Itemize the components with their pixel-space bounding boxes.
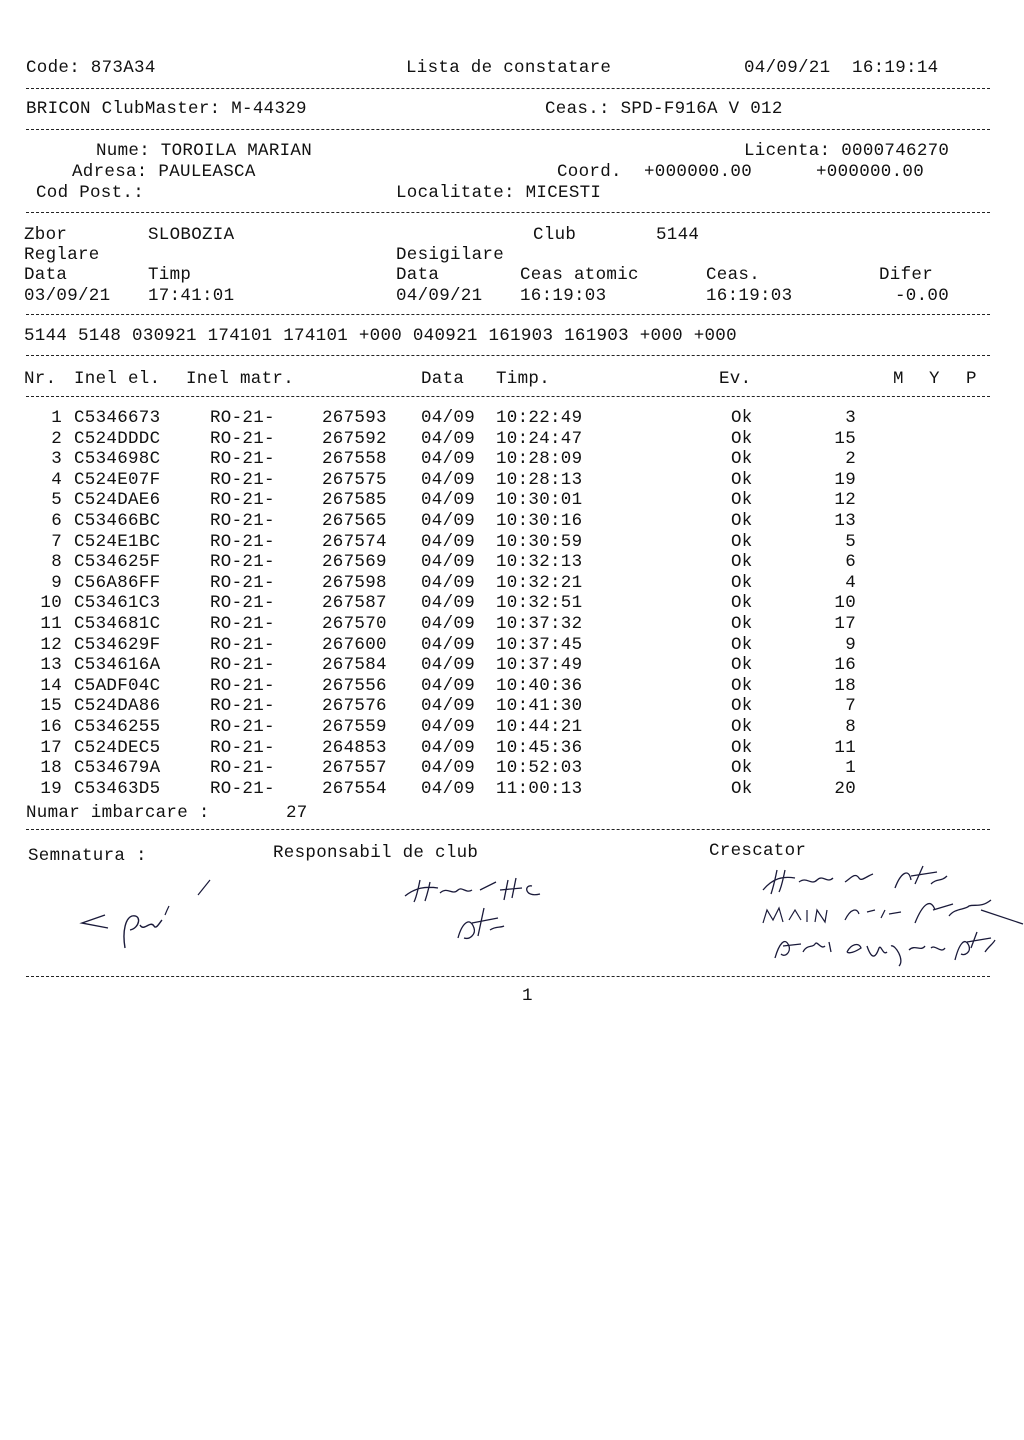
row-status: Ok	[731, 614, 753, 634]
row-inel-el: C53461C3	[74, 593, 161, 614]
row-time: 10:52:03	[496, 758, 583, 779]
row-nr: 2	[51, 428, 62, 449]
row-time: 10:32:13	[496, 552, 583, 573]
row-position: 2	[845, 449, 856, 470]
row-date: 04/09	[421, 717, 476, 737]
row-status: Ok	[731, 511, 753, 531]
row-position: 17	[834, 614, 856, 634]
row-date: 04/09	[421, 655, 476, 676]
setting-time: 17:41:01	[148, 286, 235, 306]
row-ring-prefix: RO-21-	[210, 469, 275, 490]
row-position: 19	[834, 469, 856, 490]
row-position: 12	[834, 490, 856, 511]
row-inel-el: C534625F	[74, 552, 161, 573]
row-nr: 6	[51, 511, 62, 531]
row-date: 04/09	[421, 758, 476, 779]
clubmaster-id: BRICON ClubMaster: M-44329	[26, 99, 307, 119]
row-position: 10	[834, 593, 856, 614]
row-ring-number: 267584	[322, 655, 387, 676]
row-time: 10:28:13	[496, 469, 583, 490]
table-row	[0, 470, 1024, 490]
row-status: Ok	[731, 634, 753, 655]
row-position: 4	[845, 572, 856, 593]
row-inel-el: C534679A	[74, 758, 161, 779]
divider	[26, 355, 990, 356]
divider	[26, 829, 990, 830]
row-inel-el: C53466BC	[74, 511, 161, 531]
row-ring-number: 267570	[322, 614, 387, 634]
row-status: Ok	[731, 655, 753, 676]
row-status: Ok	[731, 675, 753, 696]
row-time: 10:45:36	[496, 737, 583, 758]
row-position: 3	[845, 408, 856, 428]
divider	[26, 976, 990, 977]
row-date: 04/09	[421, 778, 476, 799]
row-inel-el: C534698C	[74, 449, 161, 470]
row-nr: 15	[40, 696, 62, 717]
row-nr: 13	[40, 655, 62, 676]
row-ring-number: 264853	[322, 737, 387, 758]
row-date: 04/09	[421, 737, 476, 758]
row-ring-number: 267565	[322, 511, 387, 531]
row-inel-el: C5ADF04C	[74, 675, 161, 696]
row-ring-prefix: RO-21-	[210, 511, 275, 531]
table-row	[0, 614, 1024, 634]
row-date: 04/09	[421, 511, 476, 531]
table-row	[0, 449, 1024, 469]
row-position: 11	[834, 737, 856, 758]
time-label: Timp	[148, 265, 192, 285]
table-row	[0, 593, 1024, 613]
divider	[26, 396, 990, 397]
row-ring-number: 267593	[322, 408, 387, 428]
row-ring-prefix: RO-21-	[210, 449, 275, 470]
row-inel-el: C524DA86	[74, 696, 161, 717]
row-nr: 8	[51, 552, 62, 573]
col-nr: Nr.	[24, 369, 57, 389]
atomic-clock-time: 16:19:03	[520, 286, 607, 306]
row-ring-number: 267587	[322, 593, 387, 614]
club-label: Club	[533, 225, 577, 245]
table-row	[0, 573, 1024, 593]
row-ring-number: 267557	[322, 758, 387, 779]
row-date: 04/09	[421, 572, 476, 593]
row-inel-el: C524E1BC	[74, 531, 161, 552]
row-status: Ok	[731, 758, 753, 779]
clock-time: 16:19:03	[706, 286, 793, 306]
row-ring-number: 267558	[322, 449, 387, 470]
row-status: Ok	[731, 552, 753, 573]
row-time: 10:32:21	[496, 572, 583, 593]
flight-location: SLOBOZIA	[148, 225, 235, 245]
row-ring-number: 267585	[322, 490, 387, 511]
owner-name: Nume: TOROILA MARIAN	[96, 141, 313, 161]
table-row	[0, 696, 1024, 716]
row-ring-prefix: RO-21-	[210, 428, 275, 449]
row-position: 20	[834, 778, 856, 799]
table-row	[0, 635, 1024, 655]
row-position: 15	[834, 428, 856, 449]
coord-label: Coord.	[557, 162, 622, 182]
row-status: Ok	[731, 778, 753, 799]
table-row	[0, 655, 1024, 675]
row-nr: 11	[40, 614, 62, 634]
table-row	[0, 429, 1024, 449]
row-ring-prefix: RO-21-	[210, 758, 275, 779]
row-position: 16	[834, 655, 856, 676]
row-nr: 3	[51, 449, 62, 470]
row-ring-number: 267569	[322, 552, 387, 573]
row-inel-el: C524DAE6	[74, 490, 161, 511]
report-datetime: 04/09/21 16:19:14	[744, 58, 939, 78]
signature-breeder	[755, 848, 1024, 983]
row-time: 10:37:32	[496, 614, 583, 634]
code-label: Code: 873A34	[26, 58, 156, 78]
row-date: 04/09	[421, 490, 476, 511]
row-date: 04/09	[421, 552, 476, 573]
row-nr: 18	[40, 758, 62, 779]
row-time: 10:24:47	[496, 428, 583, 449]
license-number: Licenta: 0000746270	[744, 141, 950, 161]
row-status: Ok	[731, 696, 753, 717]
row-ring-number: 267574	[322, 531, 387, 552]
row-inel-el: C5346673	[74, 408, 161, 428]
signature-scribble-left	[70, 870, 230, 965]
row-ring-number: 267592	[322, 428, 387, 449]
row-nr: 5	[51, 490, 62, 511]
row-ring-number: 267598	[322, 572, 387, 593]
row-status: Ok	[731, 490, 753, 511]
row-nr: 1	[51, 408, 62, 428]
row-inel-el: C534629F	[74, 634, 161, 655]
row-position: 8	[845, 717, 856, 737]
row-date: 04/09	[421, 614, 476, 634]
row-time: 10:28:09	[496, 449, 583, 470]
unsealing-date: 04/09/21	[396, 286, 483, 306]
row-inel-el: C524DDDC	[74, 428, 161, 449]
row-ring-prefix: RO-21-	[210, 552, 275, 573]
row-time: 10:37:45	[496, 634, 583, 655]
row-status: Ok	[731, 572, 753, 593]
row-nr: 9	[51, 572, 62, 593]
clock-id: Ceas.: SPD-F916A V 012	[545, 99, 783, 119]
row-ring-prefix: RO-21-	[210, 717, 275, 737]
flight-label: Zbor	[24, 225, 68, 245]
row-ring-number: 267559	[322, 717, 387, 737]
row-ring-prefix: RO-21-	[210, 696, 275, 717]
row-ring-prefix: RO-21-	[210, 778, 275, 799]
signature-club-responsible	[400, 868, 570, 963]
row-nr: 19	[40, 778, 62, 799]
row-time: 10:22:49	[496, 408, 583, 428]
club-number: 5144	[656, 225, 700, 245]
row-ring-prefix: RO-21-	[210, 408, 275, 428]
atomic-clock-label: Ceas atomic	[520, 265, 639, 285]
row-time: 10:30:16	[496, 511, 583, 531]
col-timp: Timp.	[496, 369, 551, 389]
date-label: Data	[396, 265, 440, 285]
row-inel-el: C56A86FF	[74, 572, 161, 593]
date-label: Data	[24, 265, 68, 285]
row-date: 04/09	[421, 593, 476, 614]
col-ev: Ev.	[719, 369, 752, 389]
row-position: 6	[845, 552, 856, 573]
row-inel-el: C534681C	[74, 614, 161, 634]
row-position: 13	[834, 511, 856, 531]
row-date: 04/09	[421, 449, 476, 470]
row-date: 04/09	[421, 408, 476, 428]
divider	[26, 88, 990, 89]
row-time: 11:00:13	[496, 778, 583, 799]
row-status: Ok	[731, 469, 753, 490]
row-position: 18	[834, 675, 856, 696]
row-position: 9	[845, 634, 856, 655]
row-time: 10:32:51	[496, 593, 583, 614]
clock-label: Ceas.	[706, 265, 761, 285]
row-time: 10:30:59	[496, 531, 583, 552]
row-status: Ok	[731, 737, 753, 758]
row-status: Ok	[731, 428, 753, 449]
page-title: Lista de constatare	[406, 58, 612, 78]
divider	[26, 314, 990, 315]
row-ring-number: 267554	[322, 778, 387, 799]
row-time: 10:44:21	[496, 717, 583, 737]
row-status: Ok	[731, 531, 753, 552]
row-ring-number: 267600	[322, 634, 387, 655]
table-row	[0, 408, 1024, 428]
col-m: M	[893, 369, 904, 389]
unsealing-label: Desigilare	[396, 245, 505, 265]
time-difference: -0.00	[895, 286, 950, 306]
row-nr: 12	[40, 634, 62, 655]
row-status: Ok	[731, 449, 753, 470]
row-time: 10:40:36	[496, 675, 583, 696]
table-row	[0, 676, 1024, 696]
row-nr: 4	[51, 469, 62, 490]
row-ring-number: 267576	[322, 696, 387, 717]
row-inel-el: C53463D5	[74, 778, 161, 799]
row-time: 10:41:30	[496, 696, 583, 717]
coord-y: +000000.00	[816, 162, 925, 182]
row-ring-prefix: RO-21-	[210, 593, 275, 614]
row-ring-prefix: RO-21-	[210, 614, 275, 634]
table-row	[0, 717, 1024, 737]
row-position: 5	[845, 531, 856, 552]
row-nr: 16	[40, 717, 62, 737]
signature-label: Semnatura :	[28, 846, 147, 866]
table-row	[0, 490, 1024, 510]
breeder-label: Crescator	[709, 841, 807, 861]
boarding-count-label: Numar imbarcare :	[26, 803, 210, 823]
row-nr: 7	[51, 531, 62, 552]
row-ring-prefix: RO-21-	[210, 531, 275, 552]
table-row	[0, 758, 1024, 778]
row-ring-prefix: RO-21-	[210, 675, 275, 696]
row-time: 10:37:49	[496, 655, 583, 676]
postal-code: Cod Post.:	[36, 183, 145, 203]
col-inel-el: Inel el.	[74, 369, 161, 389]
row-nr: 10	[40, 593, 62, 614]
row-ring-number: 267556	[322, 675, 387, 696]
coord-x: +000000.00	[644, 162, 753, 182]
divider	[26, 212, 990, 213]
row-time: 10:30:01	[496, 490, 583, 511]
row-status: Ok	[731, 593, 753, 614]
row-nr: 14	[40, 675, 62, 696]
divider	[26, 129, 990, 130]
boarding-count: 27	[286, 803, 308, 823]
owner-address: Adresa: PAULEASCA	[72, 162, 256, 182]
row-ring-number: 267575	[322, 469, 387, 490]
table-row	[0, 779, 1024, 799]
row-inel-el: C534616A	[74, 655, 161, 676]
row-date: 04/09	[421, 428, 476, 449]
setting-date: 03/09/21	[24, 286, 111, 306]
row-ring-prefix: RO-21-	[210, 634, 275, 655]
row-ring-prefix: RO-21-	[210, 655, 275, 676]
row-ring-prefix: RO-21-	[210, 737, 275, 758]
row-date: 04/09	[421, 469, 476, 490]
row-inel-el: C524E07F	[74, 469, 161, 490]
row-nr: 17	[40, 737, 62, 758]
row-status: Ok	[731, 408, 753, 428]
table-row	[0, 532, 1024, 552]
col-data: Data	[421, 369, 465, 389]
row-inel-el: C524DEC5	[74, 737, 161, 758]
row-status: Ok	[731, 717, 753, 737]
page-number: 1	[522, 986, 533, 1006]
table-row	[0, 738, 1024, 758]
col-y: Y	[929, 369, 940, 389]
locality: Localitate: MICESTI	[396, 183, 602, 203]
row-date: 04/09	[421, 634, 476, 655]
setting-label: Reglare	[24, 245, 100, 265]
row-date: 04/09	[421, 675, 476, 696]
club-responsible-label: Responsabil de club	[273, 843, 479, 863]
row-date: 04/09	[421, 531, 476, 552]
row-date: 04/09	[421, 696, 476, 717]
col-p: P	[966, 369, 977, 389]
row-ring-prefix: RO-21-	[210, 572, 275, 593]
table-row	[0, 552, 1024, 572]
row-inel-el: C5346255	[74, 717, 161, 737]
row-position: 1	[845, 758, 856, 779]
table-row	[0, 511, 1024, 531]
row-position: 7	[845, 696, 856, 717]
row-ring-prefix: RO-21-	[210, 490, 275, 511]
difference-label: Difer	[879, 265, 934, 285]
encoded-line: 5144 5148 030921 174101 174101 +000 040921 161903 161903 +000 +000	[24, 326, 737, 346]
col-inel-matr: Inel matr.	[186, 369, 295, 389]
